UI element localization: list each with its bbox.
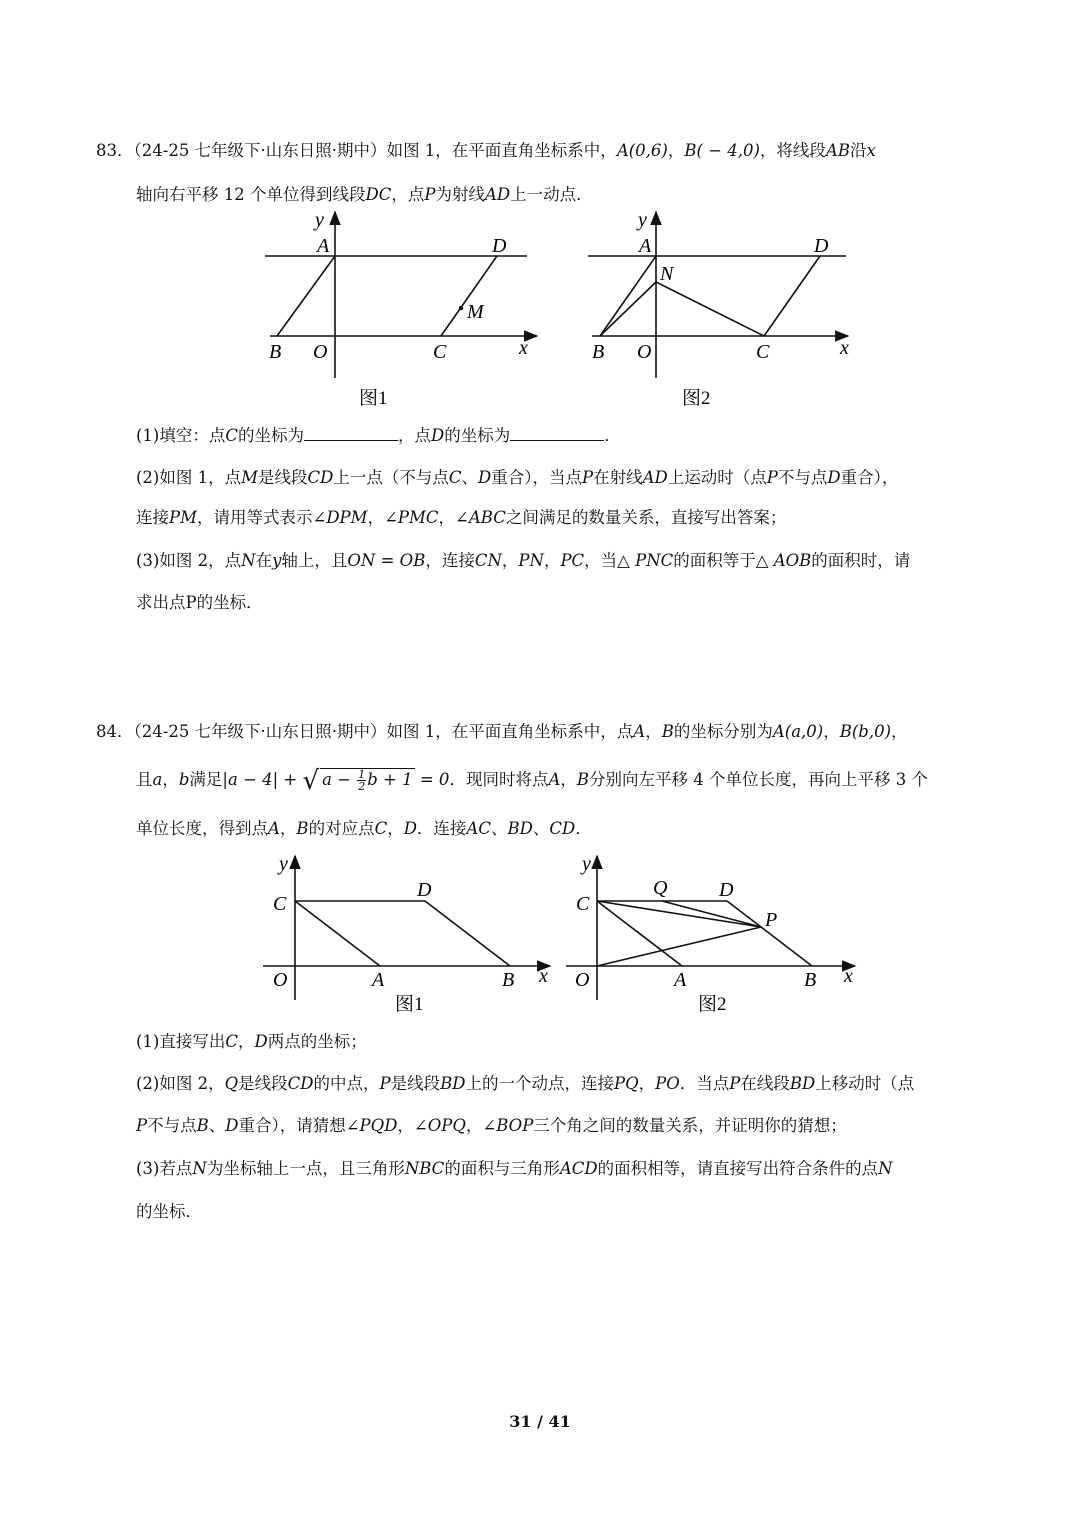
q84-part-3-line-1: (3)若点N为坐标轴上一点，且三角形NBC的面积与三角形ACD的面积相等，请直接写出符合条件的点N [136,1159,893,1178]
label-y: y [279,853,288,875]
segment-DC [764,256,820,336]
label-N: N [660,263,674,285]
q84-line-3: 单位长度，得到点A，B的对应点C，D．连接AC、BD、CD． [136,819,592,838]
label-C: C [576,893,590,915]
label-D: D [417,879,432,901]
q84-figure-1 [255,852,555,1022]
point-M [459,306,463,310]
answer-blank-C[interactable] [304,424,398,441]
q83-part-1: (1)填空：点C的坐标为 ，点D的坐标为 ． [136,426,621,445]
answer-blank-D[interactable] [510,424,604,441]
caption: 图1 [395,994,424,1015]
page-number: 31 / 41 [509,1412,571,1431]
label-D: D [814,235,829,257]
label-A: A [372,969,385,991]
label-P: P [765,909,778,931]
label-C: C [273,893,287,915]
segment-NC [656,282,764,336]
q84-line-1: 84．（24-25 七年级下·山东日照·期中）如图 1，在平面直角坐标系中，点A，B的坐标分别为A(a,0)，B(b,0)， [96,722,908,741]
label-x: x [519,337,528,359]
q83-line-1: 83．（24-25 七年级下·山东日照·期中）如图 1，在平面直角坐标系中，A(0,6)，B( − 4,0)，将线段AB沿x [96,141,876,160]
q83-figure-2 [578,208,863,413]
segment-DB [425,901,510,966]
label-O: O [313,341,328,363]
label-A: A [317,235,330,257]
label-x: x [840,337,849,359]
label-C: C [756,341,770,363]
radical: a − $\frac{1}{2}$ b + 1 [322,768,413,793]
q83-part-2-line-2: 连接PM，请用等式表示∠DPM，∠PMC，∠ABC之间满足的数量关系，直接写出答案； [136,508,787,527]
label-B: B [804,969,817,991]
label-Q: Q [653,877,668,899]
segment-AB [277,256,335,336]
segment-CA [295,901,380,966]
label-y: y [638,209,647,231]
label-D: D [719,879,734,901]
q83-part-2-line-1: (2)如图 1，点M是线段CD上一点（不与点C、D重合），当点P在射线AD上运动时（点P不与点D重合）， [136,468,899,487]
label-y: y [315,209,324,231]
q84-part-2-line-1: (2)如图 2，Q是线段CD的中点，P是线段BD上的一个动点，连接PQ，PO．当点P在线段BD上移动时（点 [136,1074,915,1093]
label-M: M [467,301,484,323]
q83-part-3-line-2: 求出点P的坐标． [136,593,263,612]
label-O: O [575,969,590,991]
label-y: y [582,853,591,875]
label-B: B [269,341,282,363]
caption: 图2 [682,388,711,409]
label-A: A [674,969,687,991]
caption: 图2 [698,994,727,1015]
q83-figure-1 [255,208,540,413]
q84-line-2: 且a，b满足|a − 4| + √ a − $\frac{1}{2}$ b + 1 = 0．现同时将点A，B分别向左平移 4 个单位长度，再向上平移 3 个 [136,766,928,796]
q84-part-2-line-2: P不与点B、D重合），请猜想∠PQD，∠OPQ，∠BOP三个角之间的数量关系，并证明你的猜想； [136,1116,847,1135]
q84-part-3-line-2: 的坐标． [136,1202,202,1221]
segment-DC [441,256,497,336]
segment-OP [597,927,761,966]
label-B: B [592,341,605,363]
label-C: C [433,341,447,363]
q84-part-1: (1)直接写出C，D两点的坐标； [136,1032,367,1051]
label-x: x [844,965,853,987]
label-D: D [492,235,507,257]
segment-BN [600,282,656,336]
q84-figure-2 [560,852,860,1022]
q83-part-3-line-1: (3)如图 2，点N在y轴上，且ON = OB，连接CN，PN，PC，当△ PNC的面积等于△ AOB的面积时，请 [136,551,911,570]
q83-line-2: 轴向右平移 12 个单位得到线段DC，点P为射线AD上一动点． [136,185,593,204]
label-x: x [539,965,548,987]
label-O: O [637,341,652,363]
caption: 图1 [359,388,388,409]
segment-AB [600,256,656,336]
label-A: A [639,235,652,257]
label-B: B [502,969,515,991]
label-O: O [273,969,288,991]
